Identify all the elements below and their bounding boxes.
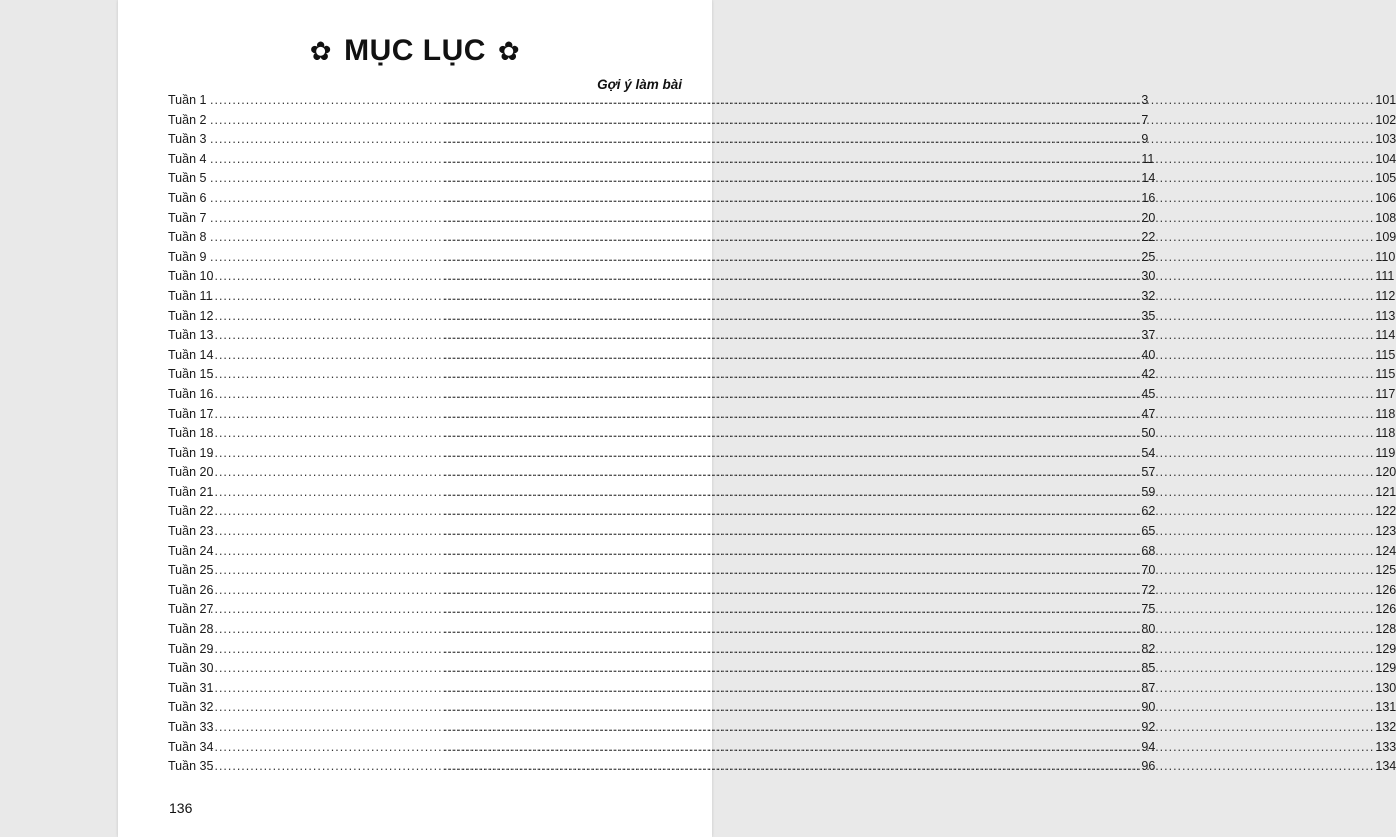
toc-hint-segment (444, 681, 1396, 695)
dot-leader (444, 348, 1374, 362)
toc-page-number: 25 (1141, 249, 1156, 264)
toc-hint-segment (444, 387, 1395, 401)
toc-hint-segment (444, 485, 1396, 499)
title-text: MỤC LỤC (344, 34, 486, 67)
toc-main-segment (168, 720, 1156, 734)
toc-main-segment (168, 661, 1156, 676)
toc-hint-page-number: 115 (1375, 347, 1396, 362)
dot-leader (444, 171, 1374, 185)
toc-hint-segment (444, 602, 1396, 616)
toc-hint-page-number: 129 (1375, 641, 1396, 656)
toc-entry-label: Tuần 13 (168, 328, 214, 343)
toc-page-number: 40 (1141, 347, 1156, 362)
toc-entry-label: Tuần 19 (168, 445, 214, 460)
dot-leader (444, 407, 1374, 421)
toc-hint-page-number: 131 (1375, 700, 1396, 715)
toc-row (168, 328, 1396, 348)
dot-leader (444, 681, 1374, 695)
dot-leader (444, 563, 1374, 577)
toc-page-number: 32 (1141, 288, 1156, 303)
toc-main-segment (168, 93, 1149, 107)
toc-page-number: 30 (1141, 269, 1156, 284)
toc-row (168, 93, 1396, 113)
toc-page-number: 11 (1141, 151, 1155, 166)
toc-entry-label: Tuần 34 (168, 739, 214, 754)
dot-leader (444, 152, 1374, 166)
toc-page-number: 87 (1141, 680, 1156, 695)
toc-hint-page-number: 126 (1375, 602, 1396, 617)
toc-hint-page-number: 118 (1375, 406, 1396, 421)
toc-hint-segment (444, 661, 1396, 675)
toc-hint-page-number: 120 (1375, 465, 1396, 480)
toc-main-segment (168, 465, 1156, 480)
toc-hint-segment (444, 720, 1396, 734)
toc-row (168, 132, 1396, 152)
toc-hint-segment (444, 504, 1396, 518)
toc-main-segment (168, 504, 1156, 519)
toc-entry-label: Tuần 2 (168, 112, 207, 127)
toc-hint-page-number: 115 (1375, 367, 1396, 382)
table-of-contents (168, 93, 1396, 779)
toc-page-number: 92 (1141, 720, 1156, 734)
toc-row (168, 543, 1396, 564)
toc-row (168, 367, 1396, 387)
toc-main-segment (168, 112, 1149, 127)
toc-main-segment (168, 288, 1156, 303)
toc-page-number: 90 (1141, 700, 1156, 715)
toc-page-number: 85 (1141, 661, 1156, 676)
dot-leader (444, 465, 1374, 479)
toc-hint-page-number: 123 (1375, 524, 1396, 539)
toc-row (168, 641, 1396, 662)
toc-main-segment (168, 563, 1156, 578)
toc-main-segment (168, 543, 1156, 558)
toc-page-number: 94 (1141, 739, 1156, 754)
dot-leader (444, 211, 1374, 225)
toc-page-number: 50 (1141, 426, 1156, 441)
toc-row (168, 661, 1396, 681)
toc-hint-page-number: 117 (1375, 386, 1396, 401)
toc-hint-segment (444, 309, 1395, 323)
toc-page-number: 96 (1141, 759, 1156, 774)
toc-row (168, 151, 1396, 172)
toc-hint-segment (444, 328, 1395, 342)
toc-hint-segment (444, 113, 1396, 127)
toc-page-number: 82 (1141, 641, 1156, 656)
toc-hint-segment (444, 269, 1394, 283)
toc-entry-label: Tuần 16 (168, 386, 214, 401)
toc-page-number: 9 (1141, 132, 1149, 147)
toc-row (168, 504, 1396, 524)
toc-entry-label: Tuần 31 (168, 680, 214, 695)
toc-hint-segment (444, 642, 1396, 656)
toc-hint-page-number: 132 (1375, 720, 1396, 734)
dot-leader (444, 700, 1374, 714)
toc-hint-segment (444, 152, 1396, 166)
toc-row (168, 465, 1396, 485)
toc-hint-page-number: 129 (1375, 661, 1396, 676)
toc-hint-segment (444, 524, 1396, 538)
toc-main-segment (168, 210, 1156, 225)
toc-main-segment (168, 445, 1156, 460)
toc-page-number: 42 (1141, 367, 1156, 382)
toc-hint-page-number: 125 (1375, 563, 1396, 578)
dot-leader (444, 544, 1374, 558)
dot-leader (444, 642, 1374, 656)
toc-hint-segment (444, 407, 1395, 421)
toc-hint-segment (444, 583, 1396, 597)
toc-main-segment (168, 367, 1156, 382)
toc-hint-page-number: 113 (1375, 308, 1396, 323)
toc-page-number: 3 (1141, 93, 1149, 107)
toc-hint-page-number: 114 (1375, 328, 1396, 343)
toc-main-segment (168, 269, 1156, 284)
toc-entry-label: Tuần 17 (168, 406, 214, 421)
toc-page-number: 54 (1141, 445, 1156, 460)
toc-main-segment (168, 759, 1156, 774)
page-number: 136 (169, 800, 193, 816)
toc-hint-page-number: 121 (1375, 484, 1396, 499)
dot-leader (444, 583, 1374, 597)
toc-hint-segment (444, 426, 1395, 440)
toc-hint-segment (444, 544, 1396, 558)
toc-main-segment (168, 151, 1155, 166)
toc-entry-label: Tuần 11 (168, 288, 213, 303)
toc-hint-page-number: 124 (1375, 543, 1396, 558)
toc-main-segment (168, 641, 1156, 656)
toc-row (168, 230, 1396, 250)
dot-leader (444, 485, 1374, 499)
dot-leader (444, 230, 1374, 244)
toc-hint-segment (444, 191, 1396, 205)
dot-leader (444, 250, 1374, 264)
toc-hint-segment (444, 348, 1395, 362)
toc-row (168, 759, 1396, 779)
toc-row (168, 112, 1396, 133)
toc-hint-page-number: 133 (1375, 739, 1396, 754)
toc-hint-page-number: 118 (1375, 426, 1396, 441)
toc-entry-label: Tuần 24 (168, 543, 214, 558)
toc-page-number: 14 (1141, 171, 1156, 186)
toc-page-number: 7 (1141, 112, 1149, 127)
dot-leader (444, 504, 1374, 518)
toc-main-segment (168, 582, 1156, 597)
toc-hint-segment (444, 230, 1396, 244)
toc-row (168, 210, 1396, 231)
toc-main-segment (168, 328, 1156, 343)
toc-entry-label: Tuần 20 (168, 465, 214, 480)
toc-row (168, 445, 1396, 466)
toc-entry-label: Tuần 10 (168, 269, 214, 284)
toc-main-segment (168, 132, 1149, 147)
toc-main-segment (168, 386, 1156, 401)
dot-leader (444, 740, 1374, 754)
toc-row (168, 524, 1396, 544)
toc-hint-page-number: 102 (1375, 112, 1396, 127)
toc-row (168, 563, 1396, 583)
toc-main-segment (168, 249, 1156, 264)
toc-hint-page-number: 101 (1375, 93, 1396, 107)
toc-row (168, 386, 1396, 407)
toc-hint-segment (444, 211, 1396, 225)
dot-leader (444, 426, 1374, 440)
toc-page-number: 59 (1141, 484, 1156, 499)
toc-page-number: 65 (1141, 524, 1156, 539)
toc-hint-page-number: 108 (1375, 210, 1396, 225)
toc-row (168, 347, 1396, 368)
toc-hint-page-number: 130 (1375, 680, 1396, 695)
toc-entry-label: Tuần 5 (168, 171, 207, 186)
toc-main-segment (168, 680, 1156, 695)
toc-hint-page-number: 119 (1375, 445, 1396, 460)
toc-entry-label: Tuần 9 (168, 249, 207, 264)
toc-entry-label: Tuần 26 (168, 582, 214, 597)
hint-column-heading: Gợi ý làm bài (597, 77, 682, 92)
toc-hint-segment (444, 563, 1396, 577)
toc-main-segment (168, 739, 1156, 754)
flower-icon: ✿ (309, 36, 333, 66)
toc-page-number: 57 (1141, 465, 1156, 480)
toc-page-number: 62 (1141, 504, 1156, 519)
toc-hint-page-number: 134 (1375, 759, 1396, 774)
toc-row (168, 249, 1396, 270)
toc-page-number: 80 (1141, 622, 1156, 637)
toc-page-number: 22 (1141, 230, 1156, 245)
toc-entry-label: Tuần 12 (168, 308, 214, 323)
dot-leader (444, 446, 1374, 460)
toc-page-number: 47 (1141, 406, 1156, 421)
toc-hint-segment (444, 171, 1396, 185)
toc-page-number: 16 (1141, 190, 1156, 205)
dot-leader (444, 113, 1374, 127)
toc-hint-segment (444, 93, 1396, 107)
dot-leader (444, 269, 1374, 283)
toc-hint-page-number: 128 (1375, 622, 1396, 637)
toc-row (168, 426, 1396, 446)
toc-entry-label: Tuần 8 (168, 230, 207, 245)
toc-row (168, 406, 1396, 427)
toc-entry-label: Tuần 28 (168, 622, 214, 637)
toc-entry-label: Tuần 32 (168, 700, 214, 715)
dot-leader (444, 191, 1374, 205)
toc-row (168, 288, 1396, 309)
toc-row (168, 680, 1396, 701)
dot-leader (444, 661, 1374, 675)
toc-main-segment (168, 171, 1156, 186)
toc-main-segment (168, 602, 1156, 617)
toc-entry-label: Tuần 7 (168, 210, 207, 225)
toc-row (168, 720, 1396, 740)
dot-leader (444, 602, 1374, 616)
toc-row (168, 484, 1396, 505)
toc-row (168, 308, 1396, 329)
toc-hint-segment (444, 759, 1396, 773)
dot-leader (444, 387, 1374, 401)
toc-row (168, 582, 1396, 603)
dot-leader (444, 309, 1374, 323)
toc-row (168, 190, 1396, 211)
toc-entry-label: Tuần 15 (168, 367, 214, 382)
toc-row (168, 700, 1396, 720)
dot-leader (444, 93, 1374, 107)
toc-entry-label: Tuần 4 (168, 151, 207, 166)
toc-hint-page-number: 109 (1375, 230, 1396, 245)
toc-entry-label: Tuần 33 (168, 720, 214, 734)
toc-hint-page-number: 122 (1375, 504, 1396, 519)
toc-hint-page-number: 111 (1375, 269, 1395, 284)
toc-hint-segment (444, 740, 1396, 754)
toc-page-number: 35 (1141, 308, 1156, 323)
toc-row (168, 739, 1396, 760)
toc-page-number: 68 (1141, 543, 1156, 558)
toc-page-number: 70 (1141, 563, 1156, 578)
flower-icon: ✿ (497, 36, 521, 66)
toc-hint-segment (444, 700, 1396, 714)
toc-entry-label: Tuần 27 (168, 602, 214, 617)
toc-main-segment (168, 426, 1156, 441)
toc-entry-label: Tuần 14 (168, 347, 214, 362)
toc-main-segment (168, 622, 1156, 637)
toc-hint-segment (444, 289, 1395, 303)
toc-entry-label: Tuần 29 (168, 641, 214, 656)
toc-entry-label: Tuần 22 (168, 504, 214, 519)
toc-page-number: 75 (1141, 602, 1156, 617)
dot-leader (444, 720, 1374, 734)
document-page (118, 0, 1396, 837)
toc-page-number: 72 (1141, 582, 1156, 597)
dot-leader (444, 328, 1374, 342)
dot-leader (444, 622, 1374, 636)
toc-hint-segment (444, 622, 1396, 636)
dot-leader (444, 132, 1374, 146)
toc-hint-segment (444, 132, 1396, 146)
toc-main-segment (168, 406, 1156, 421)
dot-leader (444, 289, 1374, 303)
toc-hint-page-number: 112 (1375, 288, 1396, 303)
dot-leader (444, 367, 1374, 381)
toc-page-number: 45 (1141, 386, 1156, 401)
toc-page-number: 20 (1141, 210, 1156, 225)
toc-page-number: 37 (1141, 328, 1156, 343)
toc-hint-page-number: 103 (1375, 132, 1396, 147)
toc-hint-page-number: 106 (1375, 190, 1396, 205)
toc-entry-label: Tuần 30 (168, 661, 214, 676)
toc-entry-label: Tuần 6 (168, 190, 207, 205)
toc-entry-label: Tuần 35 (168, 759, 214, 774)
toc-row (168, 269, 1395, 289)
toc-main-segment (168, 190, 1156, 205)
toc-main-segment (168, 347, 1156, 362)
toc-hint-page-number: 104 (1375, 151, 1396, 166)
dot-leader (444, 524, 1374, 538)
toc-row (168, 602, 1396, 622)
dot-leader (444, 759, 1374, 773)
toc-row (168, 171, 1396, 191)
toc-hint-segment (444, 446, 1395, 460)
toc-hint-segment (444, 367, 1395, 381)
toc-row (168, 622, 1396, 642)
toc-main-segment (168, 308, 1156, 323)
toc-entry-label: Tuần 23 (168, 524, 214, 539)
toc-main-segment (168, 524, 1156, 539)
toc-hint-page-number: 126 (1375, 582, 1396, 597)
toc-entry-label: Tuần 3 (168, 132, 207, 147)
toc-entry-label: Tuần 25 (168, 563, 214, 578)
toc-hint-page-number: 105 (1375, 171, 1396, 186)
toc-main-segment (168, 230, 1156, 245)
toc-hint-segment (444, 250, 1395, 264)
toc-hint-page-number: 110 (1375, 249, 1396, 264)
toc-entry-label: Tuần 18 (168, 426, 214, 441)
toc-hint-segment (444, 465, 1396, 479)
toc-main-segment (168, 700, 1156, 715)
toc-entry-label: Tuần 1 (168, 93, 207, 107)
toc-entry-label: Tuần 21 (168, 484, 214, 499)
page-title (118, 34, 712, 68)
toc-main-segment (168, 484, 1156, 499)
